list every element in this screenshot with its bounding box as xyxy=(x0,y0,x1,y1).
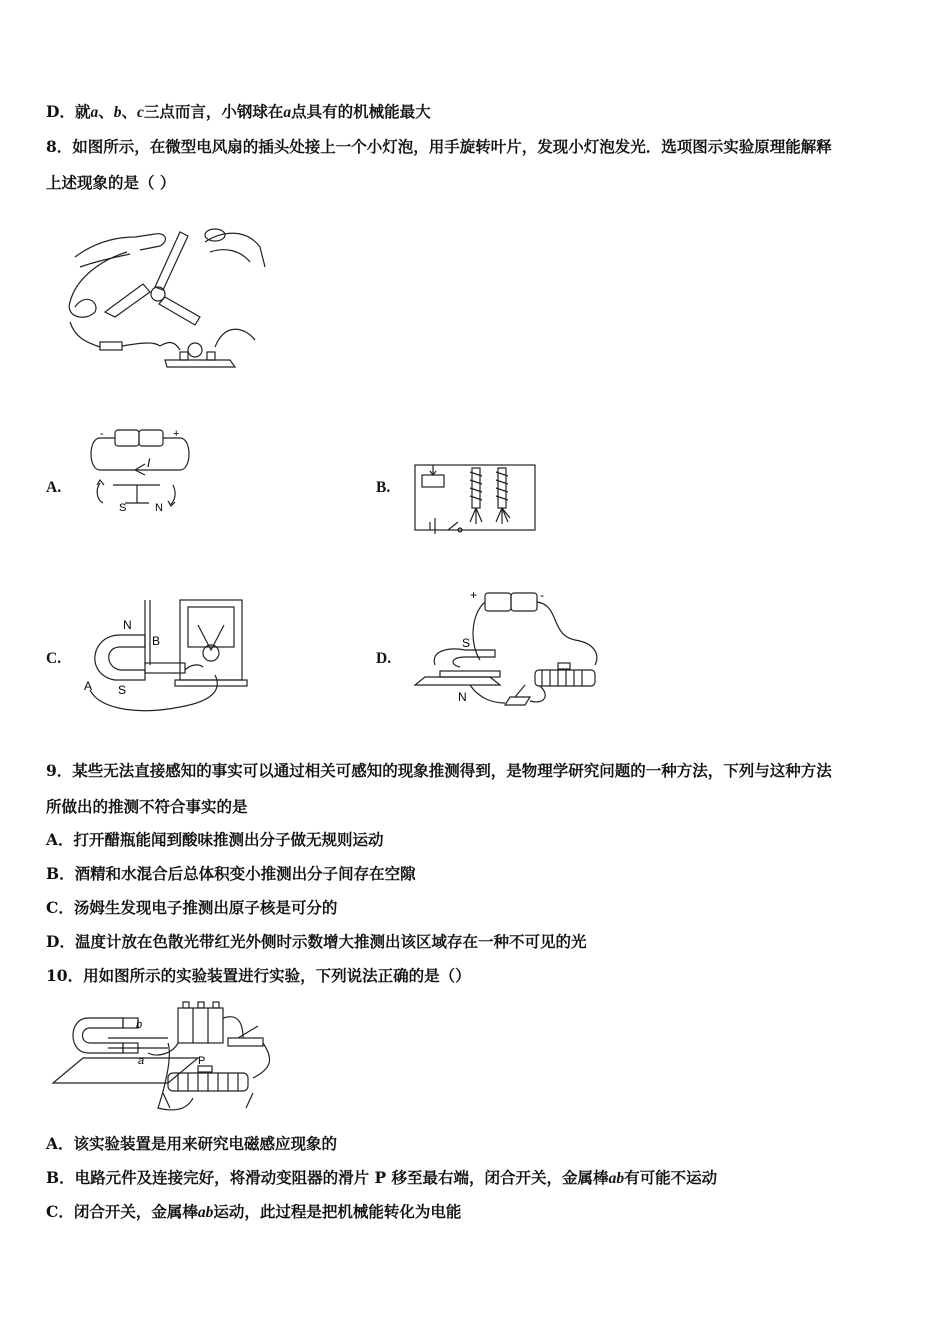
q8-stem-line1: 8．如图所示，在微型电风扇的插头处接上一个小灯泡，用手旋转叶片，发现小灯泡发光．选项图示实验原理能解释 xyxy=(46,137,832,156)
q10-option-b xyxy=(46,1168,717,1189)
q10-option-c xyxy=(46,1202,461,1223)
q7-option-d xyxy=(46,102,431,123)
fig-d-minus: - xyxy=(540,588,544,602)
fig-c-a: A xyxy=(84,679,93,693)
q7-optd-text: D．就 xyxy=(46,102,91,121)
q9-stem-line2: 所做出的推测不符合事实的是 xyxy=(46,797,248,816)
q8-figure-b xyxy=(410,460,540,535)
q8-option-d-label: D. xyxy=(376,650,392,667)
q8-option-b-label: B. xyxy=(376,479,391,496)
q10-optb-pre: B．电路元件及连接完好，将滑动变阻器的滑片 P 移至最右端，闭合开关，金属棒 xyxy=(46,1168,609,1187)
fig-c-n: N xyxy=(123,618,132,632)
q7-sep: 、 xyxy=(98,102,114,121)
q8-figure-d xyxy=(410,585,610,715)
q10-optc-ab: ab xyxy=(197,1204,214,1221)
fig-q10-a: a xyxy=(138,1055,145,1067)
q8-figure-a xyxy=(85,425,195,520)
q9-option-d: D．温度计放在色散光带红光外侧时示数增大推测出该区域存在一种不可见的光 xyxy=(46,932,587,951)
q7-optd-mid: 三点而言，小钢球在 xyxy=(143,102,284,121)
q8-option-a-label: A. xyxy=(46,479,62,496)
q8-fan-bulb-figure xyxy=(55,222,270,382)
q7-var-c: c xyxy=(136,104,144,121)
fig-c-b: B xyxy=(152,634,161,648)
fig-d-plus: + xyxy=(470,588,478,602)
fig-c-s: S xyxy=(118,683,127,697)
fig-a-s: S xyxy=(119,502,127,514)
q10-optb-ab: ab xyxy=(608,1170,625,1187)
q10-option-a: A．该实验装置是用来研究电磁感应现象的 xyxy=(46,1134,338,1153)
q8-stem-line2: 上述现象的是（ ） xyxy=(46,173,176,192)
q10-optc-post: 运动，此过程是把机械能转化为电能 xyxy=(213,1202,462,1221)
q7-sep: 、 xyxy=(121,102,137,121)
fig-a-n: N xyxy=(155,502,163,514)
q9-option-b: B．酒精和水混合后总体积变小推测出分子间存在空隙 xyxy=(46,864,416,883)
q8-figure-c xyxy=(80,595,255,720)
fig-d-s: S xyxy=(462,636,471,650)
q10-optc-pre: C．闭合开关，金属棒 xyxy=(46,1202,198,1221)
q7-var-a: a xyxy=(90,104,99,121)
fig-a-current: I xyxy=(147,456,151,470)
q7-optd-end: 点具有的机械能最大 xyxy=(291,102,431,121)
q10-figure xyxy=(48,998,283,1116)
q9-option-c: C．汤姆生发现电子推测出原子核是可分的 xyxy=(46,898,338,917)
q10-stem: 10．用如图所示的实验装置进行实验，下列说法正确的是（） xyxy=(46,966,471,985)
fig-q10-b: b xyxy=(136,1019,143,1031)
fig-a-minus: - xyxy=(100,428,104,440)
q10-optb-post: 有可能不运动 xyxy=(624,1168,718,1187)
q7-var-b: b xyxy=(113,104,122,121)
q9-stem-line1: 9．某些无法直接感知的事实可以通过相关可感知的现象推测得到，是物理学研究问题的一种方法，下列与这种方法 xyxy=(46,761,832,780)
fig-a-plus: + xyxy=(173,428,180,440)
fig-q10-p: P xyxy=(198,1055,206,1067)
q7-var-a2: a xyxy=(283,104,292,121)
fig-d-n: N xyxy=(458,690,467,704)
q8-option-c-label: C. xyxy=(46,650,62,667)
q9-option-a: A．打开醋瓶能闻到酸味推测出分子做无规则运动 xyxy=(46,830,384,849)
